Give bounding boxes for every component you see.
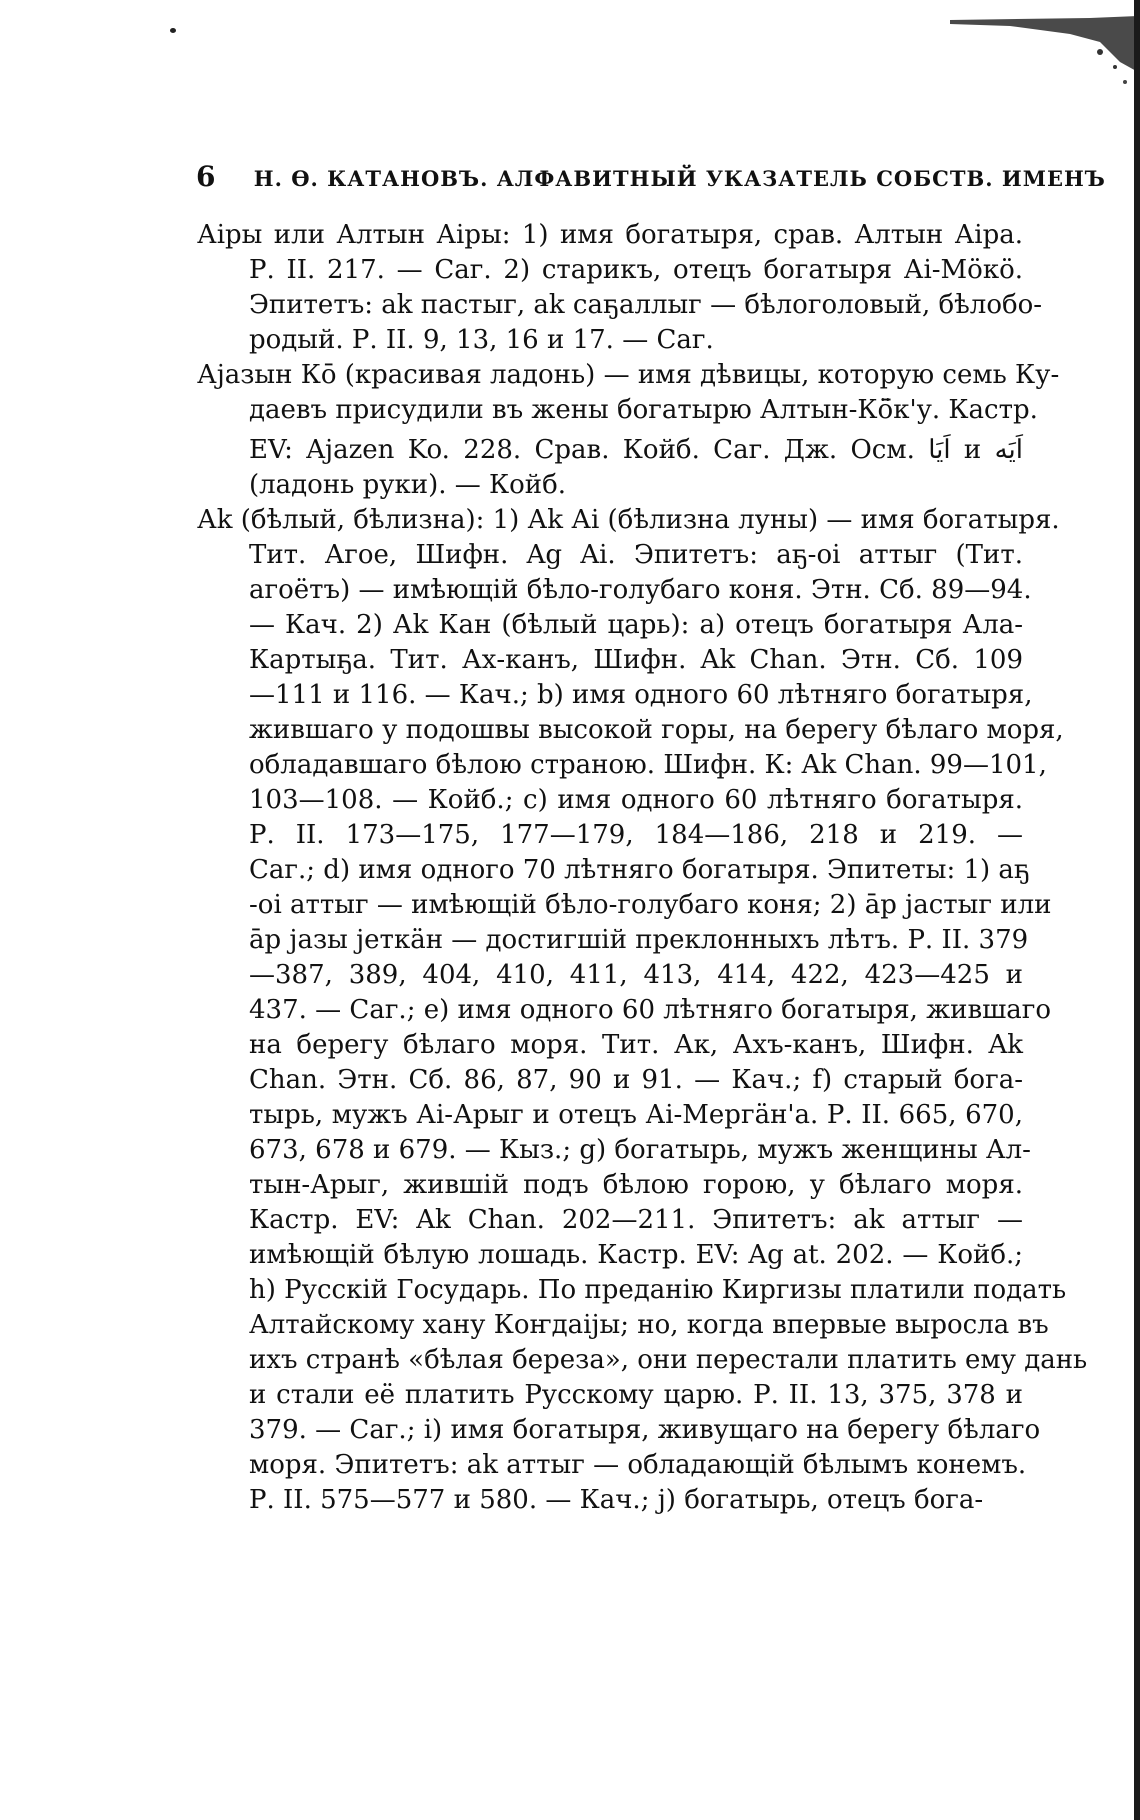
text-line: Картыҕа. Тит. Ах-канъ, Шифн. Ak Chan. Этн. Сб. 109 bbox=[249, 645, 1023, 675]
text-line: имѣющій бѣлую лошадь. Кастр. EV: Ag at. 202. — Койб.; bbox=[249, 1240, 1023, 1270]
running-header bbox=[196, 160, 1106, 200]
text-line: тын-Арыг, жившій подъ бѣлою горою, у бѣлаго моря. bbox=[249, 1170, 1023, 1200]
entry-airy bbox=[197, 218, 1043, 358]
text-line: Алтайскому хану Коҥдаіјы; но, когда впервые выросла въ bbox=[249, 1310, 1049, 1340]
text-line: 379. — Саг.; i) имя богатыря, живущаго на берегу бѣлаго bbox=[249, 1415, 1041, 1445]
text-line: тырь, мужъ Аі-Арыг и отецъ Аі-Мергӓн'а. Р. II. 665, 670, bbox=[249, 1100, 1023, 1130]
text-line: и стали её платить Русскому царю. Р. II. 13, 375, 378 и bbox=[249, 1380, 1023, 1410]
text-line: Аk (бѣлый, бѣлизна): 1) Аk Аі (бѣлизна луны) — имя богатыря. bbox=[197, 505, 1060, 535]
text-line: Кастр. EV: Ak Chan. 202—211. Эпитетъ: аk аттыг — bbox=[249, 1205, 1023, 1235]
text-line: —387, 389, 404, 410, 411, 413, 414, 422, 423—425 и bbox=[249, 960, 1023, 990]
text-line: моря. Эпитетъ: аk аттыг — обладающій бѣлымъ конемъ. bbox=[249, 1450, 1027, 1480]
text-line: 437. — Саг.; e) имя одного 60 лѣтняго богатыря, жившаго bbox=[249, 995, 1052, 1025]
text-line: Chan. Этн. Сб. 86, 87, 90 и 91. — Кач.; f) старый бога- bbox=[249, 1065, 1023, 1095]
text-line: —111 и 116. — Кач.; b) имя одного 60 лѣтняго богатыря, bbox=[249, 680, 1033, 710]
text-line: 103—108. — Койб.; c) имя одного 60 лѣтняго богатыря. bbox=[249, 785, 1023, 815]
text-line: 673, 678 и 679. — Кыз.; g) богатырь, мужъ женщины Ал- bbox=[249, 1135, 1031, 1165]
index-entries bbox=[197, 218, 1088, 1518]
text-line: на берегу бѣлаго моря. Тит. Ак, Ахъ-канъ, Шифн. Ak bbox=[249, 1030, 1023, 1060]
text-line: āр јазы јеткӓн — достигшій преклонныхъ лѣтъ. Р. II. 379 bbox=[249, 925, 1029, 955]
text-line: Саг.; d) имя одного 70 лѣтняго богатыря. Эпитеты: 1) аҕ bbox=[249, 855, 1030, 885]
corner-stain bbox=[950, 12, 1140, 92]
text-line: родый. Р. II. 9, 13, 16 и 17. — Саг. bbox=[249, 325, 714, 355]
ink-smudge bbox=[170, 28, 176, 33]
text-line: Тит. Агое, Шифн. Ag Ai. Эпитетъ: аҕ-оі аттыг (Тит. bbox=[249, 540, 1023, 570]
text-line: (ладонь руки). — Койб. bbox=[249, 470, 567, 500]
text-line: Р. II. 173—175, 177—179, 184—186, 218 и 219. — bbox=[249, 820, 1023, 850]
text-line: Эпитетъ: аk пастыг, аk саҕаллыг — бѣлоголовый, бѣлобо- bbox=[249, 290, 1043, 320]
entry-ajazyn-ko bbox=[197, 358, 1060, 503]
text-line: ихъ странѣ «бѣлая береза», они перестали платить ему дань bbox=[249, 1345, 1088, 1375]
entry-ak bbox=[197, 503, 1088, 1518]
text-line: Аіры или Алтын Аіры: 1) имя богатыря, срав. Алтын Аіра. bbox=[197, 220, 1023, 250]
text-line: обладавшаго бѣлою страною. Шифн. К: Ak Chan. 99—101, bbox=[249, 750, 1047, 780]
text-line: Ајазын Кō (красивая ладонь) — имя дѣвицы, которую семь Ку- bbox=[197, 360, 1060, 390]
header-title: Н. Ѳ. КАТАНОВЪ. АЛФАВИТНЫЙ УКАЗАТЕЛЬ СОБСТВ. ИМЕНЪ bbox=[253, 166, 1106, 191]
text-line: агоётъ) — имѣющій бѣло-голубаго коня. Этн. Сб. 89—94. bbox=[249, 575, 1032, 605]
text-line: — Кач. 2) Аk Кан (бѣлый царь): a) отецъ богатыря Ала- bbox=[249, 610, 1023, 640]
text-line: h) Русскій Государь. По преданію Киргизы платили подать bbox=[249, 1275, 1067, 1305]
text-line: -оі аттыг — имѣющій бѣло-голубаго коня; 2) āр јастыг или bbox=[249, 890, 1052, 920]
text-line: жившаго у подошвы высокой горы, на берегу бѣлаго моря, bbox=[249, 715, 1064, 745]
text-line: даевъ присудили въ жены богатырю Алтын-Кӧ̄к'у. Кастр. bbox=[249, 395, 1038, 425]
text-line: Р. II. 575—577 и 580. — Кач.; j) богатырь, отецъ бога- bbox=[249, 1485, 984, 1515]
text-line: EV: Ajazen Ko. 228. Срав. Койб. Саг. Дж. Осм. اَيَا и اَيَه bbox=[249, 435, 1024, 465]
page-edge-shadow bbox=[1134, 0, 1140, 1820]
text-line: Р. II. 217. — Саг. 2) старикъ, отецъ богатыря Аі-Мӧкӧ. bbox=[249, 255, 1023, 285]
page-number: 6 bbox=[196, 160, 216, 193]
